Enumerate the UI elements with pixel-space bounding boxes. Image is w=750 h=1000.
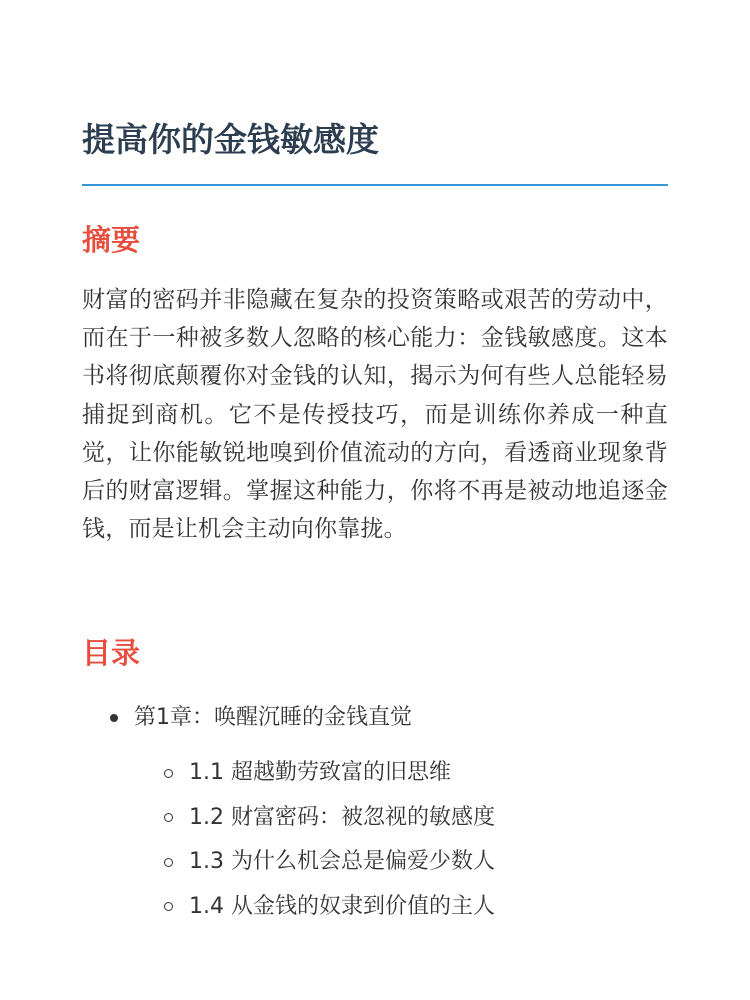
- toc-section-item: [164, 889, 495, 925]
- bullet-circle-icon: [164, 813, 173, 822]
- toc-section-list: [164, 755, 495, 933]
- bullet-disc-icon: [110, 714, 118, 722]
- toc-chapter-label: 第1章：唤醒沉睡的金钱直觉: [134, 705, 412, 730]
- toc-section-item: [164, 800, 495, 836]
- summary-paragraph: 财富的密码并非隐藏在复杂的投资策略或艰苦的劳动中，而在于一种被多数人忽略的核心能力：金钱敏感度。这本书将彻底颠覆你对金钱的认知，揭示为何有些人总能轻易捕捉到商机。它不是传授技巧，而是训练你养成一种直觉，让你能敏锐地嗅到价值流动的方向，看透商业现象背后的财富逻辑。掌握这种能力，你将不再是被动地追逐金钱，而是让机会主动向你靠拢。: [82, 287, 668, 543]
- document-title: 提高你的金钱敏感度: [82, 120, 379, 159]
- toc-section-label: 1.3 为什么机会总是偏爱少数人: [189, 849, 495, 874]
- summary-heading: 摘要: [82, 223, 141, 257]
- toc-section-label: 1.1 超越勤劳致富的旧思维: [189, 760, 451, 785]
- toc-heading: 目录: [82, 636, 141, 670]
- toc-section-item: [164, 755, 495, 791]
- toc-section-item: [164, 844, 495, 880]
- toc-section-label: 1.2 财富密码：被忽视的敏感度: [189, 804, 495, 830]
- bullet-circle-icon: [164, 769, 173, 778]
- bullet-circle-icon: [164, 902, 173, 911]
- toc-section-label: 1.4 从金钱的奴隶到价值的主人: [189, 893, 495, 919]
- title-divider: [82, 184, 668, 186]
- toc-chapter-item: [110, 700, 412, 736]
- bullet-circle-icon: [164, 858, 173, 867]
